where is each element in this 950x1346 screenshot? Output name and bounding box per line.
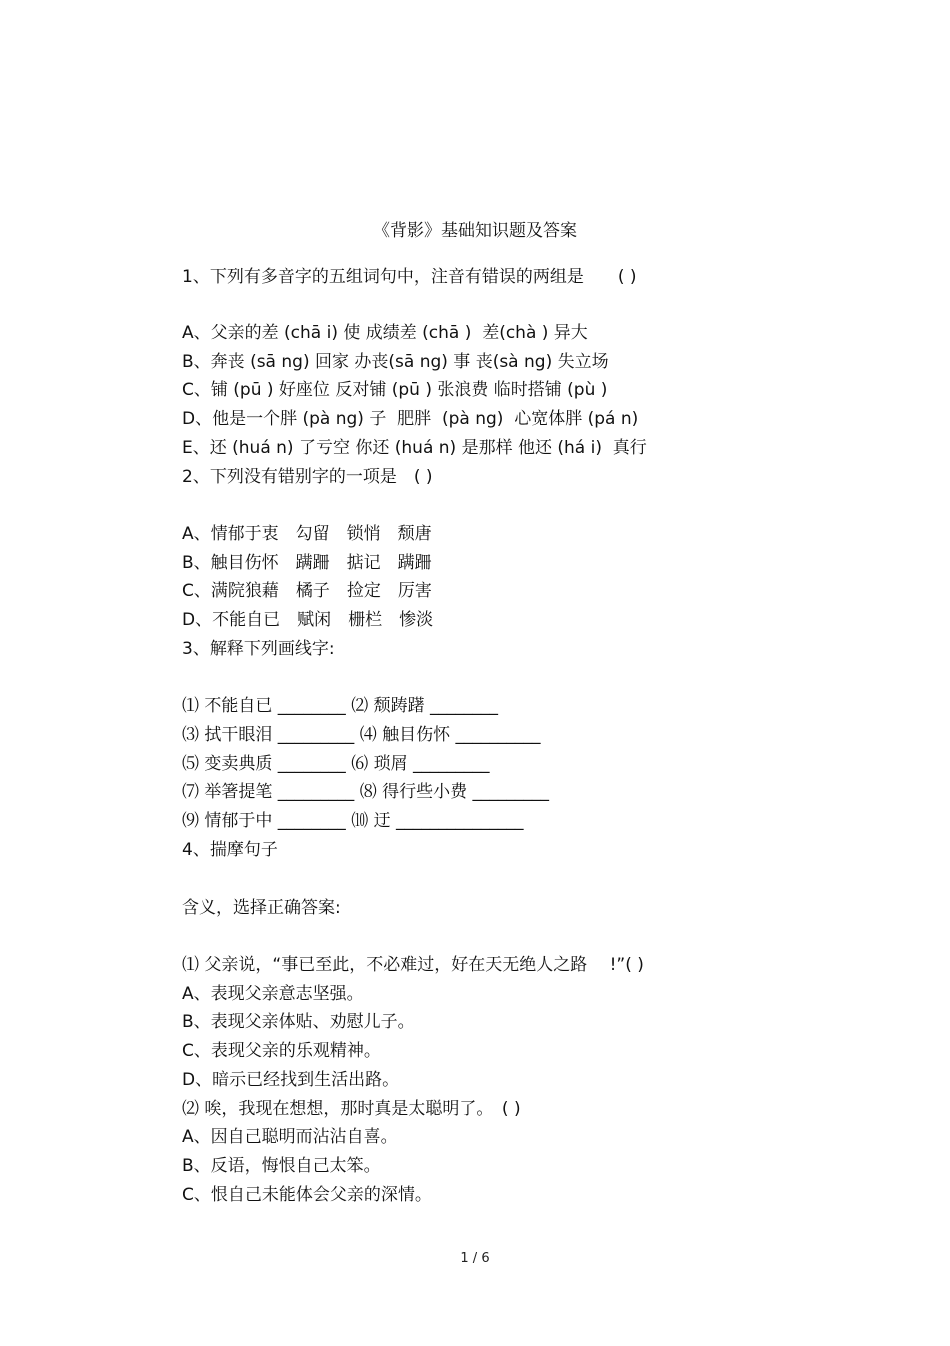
q4-sub-1-option-d: D、暗示已经找到生活出路。	[182, 1070, 400, 1090]
question-3: 3、解释下列画线字:	[182, 639, 335, 659]
q4-sub-1-option-b: B、表现父亲体贴、劝慰儿子。	[182, 1012, 415, 1032]
q3-items-7-8: ⑺ 举箸提笔 _________ ⑻ 得行些小费 _________	[182, 782, 550, 802]
q2-option-b: B、触目伤怀 蹒跚 掂记 蹒跚	[182, 553, 432, 573]
q4-sub-1: ⑴ 父亲说，“事已至此，不必难过，好在天无绝人之路 !”( )	[182, 955, 644, 975]
question-1: 1、下列有多音字的五组词句中，注音有错误的两组是 ( )	[182, 267, 637, 287]
q1-option-e: E、还 (huá n) 了亏空 你还 (huá n) 是那样 他还 (há i) 真行	[182, 438, 647, 458]
question-4: 4、揣摩句子	[182, 840, 278, 860]
q1-option-d: D、他是一个胖 (pà ng) 子 肥胖 (pà ng) 心宽体胖 (pá n)	[182, 409, 639, 429]
q4-sub-1-option-a: A、表现父亲意志坚强。	[182, 984, 364, 1004]
q4-sub-1-option-c: C、表现父亲的乐观精神。	[182, 1041, 381, 1061]
q2-option-a: A、情郁于衷 勾留 锁悄 颓唐	[182, 524, 432, 544]
q4-sub-2-option-b: B、反语，悔恨自己太笨。	[182, 1156, 381, 1176]
page-number: 1 / 6	[460, 1251, 490, 1266]
question-4-continued: 含义，选择正确答案:	[182, 898, 341, 918]
q2-option-d: D、不能自已 赋闲 栅栏 惨淡	[182, 610, 434, 630]
q4-sub-2-option-a: A、因自己聪明而沾沾自喜。	[182, 1127, 398, 1147]
q2-option-c: C、满院狼藉 橘子 捡定 厉害	[182, 581, 432, 601]
q3-items-1-2: ⑴ 不能自已 ________ ⑵ 颓踌躇 ________	[182, 696, 499, 716]
q1-option-b: B、奔丧 (sā ng) 回家 办丧(sā ng) 事 丧(sà ng) 失立场	[182, 352, 609, 372]
q1-option-a: A、父亲的差 (chā i) 使 成绩差 (chā ) 差(chà ) 异大	[182, 323, 588, 343]
document-title: 《背影》基础知识题及答案	[373, 221, 577, 241]
q1-option-c: C、铺 (pū ) 好座位 反对铺 (pū ) 张浪费 临时搭铺 (pù )	[182, 380, 608, 400]
q4-sub-2-option-c: C、恨自己未能体会父亲的深情。	[182, 1185, 432, 1205]
q4-sub-2: ⑵ 唉，我现在想想，那时真是太聪明了。 ( )	[182, 1099, 521, 1119]
q3-items-3-4: ⑶ 拭干眼泪 _________ ⑷ 触目伤怀 __________	[182, 725, 541, 745]
q3-items-5-6: ⑸ 变卖典质 ________ ⑹ 琐屑 _________	[182, 754, 490, 774]
question-2: 2、下列没有错别字的一项是 ( )	[182, 467, 433, 487]
q3-items-9-10: ⑼ 情郁于中 ________ ⑽ 迂 _______________	[182, 811, 524, 831]
